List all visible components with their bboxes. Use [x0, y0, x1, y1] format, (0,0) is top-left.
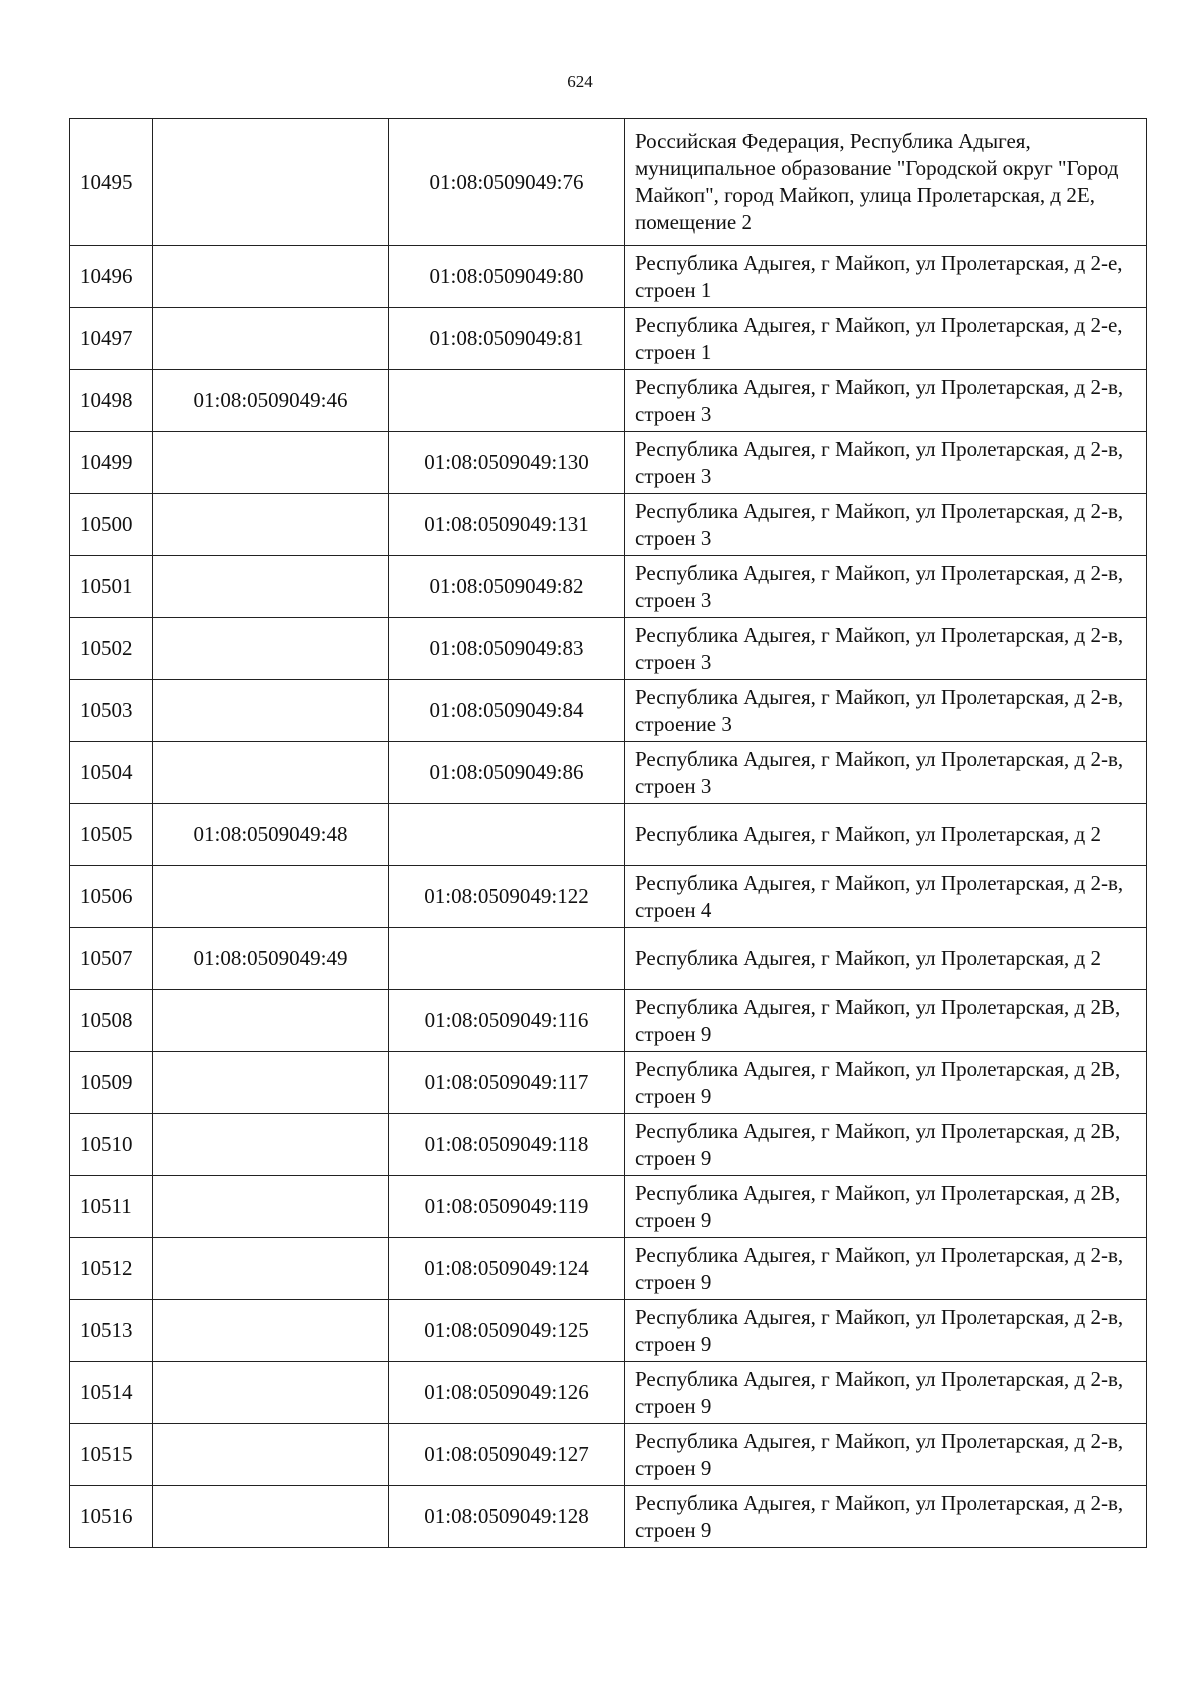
building-cadastral-number-cell: 01:08:0509049:130	[389, 432, 625, 494]
row-number-cell: 10501	[70, 556, 153, 618]
building-cadastral-number-cell: 01:08:0509049:124	[389, 1238, 625, 1300]
row-number-cell: 10509	[70, 1052, 153, 1114]
row-number-cell: 10499	[70, 432, 153, 494]
land-cadastral-number-cell	[153, 1114, 389, 1176]
table-row	[70, 556, 1147, 618]
land-cadastral-number-cell: 01:08:0509049:48	[153, 804, 389, 866]
land-cadastral-number-cell	[153, 308, 389, 370]
land-cadastral-number-cell	[153, 432, 389, 494]
land-cadastral-number-cell	[153, 1176, 389, 1238]
table-row	[70, 119, 1147, 246]
address-cell: Республика Адыгея, г Майкоп, ул Пролетарская, д 2	[625, 928, 1147, 990]
address-cell: Республика Адыгея, г Майкоп, ул Пролетарская, д 2-е, строен 1	[625, 308, 1147, 370]
page-number: 624	[567, 72, 593, 91]
building-cadastral-number-cell: 01:08:0509049:128	[389, 1486, 625, 1548]
land-cadastral-number-cell	[153, 680, 389, 742]
building-cadastral-number-cell: 01:08:0509049:83	[389, 618, 625, 680]
table-row	[70, 990, 1147, 1052]
land-cadastral-number-cell	[153, 1052, 389, 1114]
row-number-cell: 10506	[70, 866, 153, 928]
address-cell: Республика Адыгея, г Майкоп, ул Пролетарская, д 2-е, строен 1	[625, 246, 1147, 308]
address-cell: Республика Адыгея, г Майкоп, ул Пролетарская, д 2-в, строен 3	[625, 432, 1147, 494]
table-row	[70, 1486, 1147, 1548]
table-row	[70, 1238, 1147, 1300]
address-cell: Республика Адыгея, г Майкоп, ул Пролетарская, д 2-в, строен 9	[625, 1300, 1147, 1362]
land-cadastral-number-cell	[153, 866, 389, 928]
table-row	[70, 1300, 1147, 1362]
land-cadastral-number-cell	[153, 246, 389, 308]
address-cell: Республика Адыгея, г Майкоп, ул Пролетарская, д 2-в, строен 4	[625, 866, 1147, 928]
land-cadastral-number-cell	[153, 119, 389, 246]
table-row	[70, 370, 1147, 432]
registry-table	[69, 118, 1147, 1548]
table-row	[70, 1176, 1147, 1238]
building-cadastral-number-cell: 01:08:0509049:126	[389, 1362, 625, 1424]
address-cell: Республика Адыгея, г Майкоп, ул Пролетарская, д 2В, строен 9	[625, 990, 1147, 1052]
row-number-cell: 10497	[70, 308, 153, 370]
row-number-cell: 10500	[70, 494, 153, 556]
address-cell: Республика Адыгея, г Майкоп, ул Пролетарская, д 2В, строен 9	[625, 1114, 1147, 1176]
table-row	[70, 494, 1147, 556]
land-cadastral-number-cell	[153, 742, 389, 804]
land-cadastral-number-cell	[153, 1238, 389, 1300]
address-cell: Республика Адыгея, г Майкоп, ул Пролетарская, д 2-в, строен 9	[625, 1424, 1147, 1486]
building-cadastral-number-cell	[389, 928, 625, 990]
land-cadastral-number-cell: 01:08:0509049:46	[153, 370, 389, 432]
table-row	[70, 742, 1147, 804]
address-cell: Республика Адыгея, г Майкоп, ул Пролетарская, д 2-в, строение 3	[625, 680, 1147, 742]
row-number-cell: 10510	[70, 1114, 153, 1176]
row-number-cell: 10495	[70, 119, 153, 246]
row-number-cell: 10515	[70, 1424, 153, 1486]
table-row	[70, 866, 1147, 928]
address-cell: Республика Адыгея, г Майкоп, ул Пролетарская, д 2-в, строен 3	[625, 556, 1147, 618]
row-number-cell: 10502	[70, 618, 153, 680]
address-cell: Республика Адыгея, г Майкоп, ул Пролетарская, д 2-в, строен 9	[625, 1362, 1147, 1424]
building-cadastral-number-cell: 01:08:0509049:131	[389, 494, 625, 556]
building-cadastral-number-cell: 01:08:0509049:76	[389, 119, 625, 246]
table-row	[70, 1424, 1147, 1486]
land-cadastral-number-cell	[153, 494, 389, 556]
row-number-cell: 10507	[70, 928, 153, 990]
row-number-cell: 10496	[70, 246, 153, 308]
row-number-cell: 10513	[70, 1300, 153, 1362]
table-row	[70, 1114, 1147, 1176]
building-cadastral-number-cell: 01:08:0509049:119	[389, 1176, 625, 1238]
address-cell: Республика Адыгея, г Майкоп, ул Пролетарская, д 2-в, строен 3	[625, 742, 1147, 804]
land-cadastral-number-cell	[153, 1424, 389, 1486]
building-cadastral-number-cell: 01:08:0509049:127	[389, 1424, 625, 1486]
table-row	[70, 680, 1147, 742]
row-number-cell: 10505	[70, 804, 153, 866]
table-row	[70, 928, 1147, 990]
address-cell: Республика Адыгея, г Майкоп, ул Пролетарская, д 2В, строен 9	[625, 1176, 1147, 1238]
registry-table-body	[70, 119, 1147, 1548]
row-number-cell: 10498	[70, 370, 153, 432]
address-cell: Республика Адыгея, г Майкоп, ул Пролетарская, д 2-в, строен 3	[625, 618, 1147, 680]
building-cadastral-number-cell	[389, 370, 625, 432]
address-cell: Республика Адыгея, г Майкоп, ул Пролетарская, д 2	[625, 804, 1147, 866]
land-cadastral-number-cell	[153, 556, 389, 618]
table-row	[70, 1362, 1147, 1424]
address-cell: Республика Адыгея, г Майкоп, ул Пролетарская, д 2-в, строен 9	[625, 1486, 1147, 1548]
row-number-cell: 10503	[70, 680, 153, 742]
row-number-cell: 10511	[70, 1176, 153, 1238]
building-cadastral-number-cell	[389, 804, 625, 866]
table-row	[70, 618, 1147, 680]
land-cadastral-number-cell	[153, 1486, 389, 1548]
building-cadastral-number-cell: 01:08:0509049:84	[389, 680, 625, 742]
building-cadastral-number-cell: 01:08:0509049:82	[389, 556, 625, 618]
building-cadastral-number-cell: 01:08:0509049:81	[389, 308, 625, 370]
table-row	[70, 246, 1147, 308]
table-row	[70, 432, 1147, 494]
land-cadastral-number-cell: 01:08:0509049:49	[153, 928, 389, 990]
address-cell: Российская Федерация, Республика Адыгея, муниципальное образование "Городской округ "Город Майкоп", город Майкоп, улица Пролетарская, д 2Е, помещение 2	[625, 119, 1147, 246]
address-cell: Республика Адыгея, г Майкоп, ул Пролетарская, д 2В, строен 9	[625, 1052, 1147, 1114]
address-cell: Республика Адыгея, г Майкоп, ул Пролетарская, д 2-в, строен 3	[625, 494, 1147, 556]
building-cadastral-number-cell: 01:08:0509049:116	[389, 990, 625, 1052]
address-cell: Республика Адыгея, г Майкоп, ул Пролетарская, д 2-в, строен 9	[625, 1238, 1147, 1300]
row-number-cell: 10516	[70, 1486, 153, 1548]
land-cadastral-number-cell	[153, 1300, 389, 1362]
table-row	[70, 308, 1147, 370]
address-cell: Республика Адыгея, г Майкоп, ул Пролетарская, д 2-в, строен 3	[625, 370, 1147, 432]
building-cadastral-number-cell: 01:08:0509049:117	[389, 1052, 625, 1114]
building-cadastral-number-cell: 01:08:0509049:118	[389, 1114, 625, 1176]
table-row	[70, 804, 1147, 866]
row-number-cell: 10512	[70, 1238, 153, 1300]
building-cadastral-number-cell: 01:08:0509049:80	[389, 246, 625, 308]
building-cadastral-number-cell: 01:08:0509049:86	[389, 742, 625, 804]
table-row	[70, 1052, 1147, 1114]
building-cadastral-number-cell: 01:08:0509049:125	[389, 1300, 625, 1362]
building-cadastral-number-cell: 01:08:0509049:122	[389, 866, 625, 928]
land-cadastral-number-cell	[153, 1362, 389, 1424]
row-number-cell: 10508	[70, 990, 153, 1052]
land-cadastral-number-cell	[153, 618, 389, 680]
row-number-cell: 10504	[70, 742, 153, 804]
row-number-cell: 10514	[70, 1362, 153, 1424]
land-cadastral-number-cell	[153, 990, 389, 1052]
